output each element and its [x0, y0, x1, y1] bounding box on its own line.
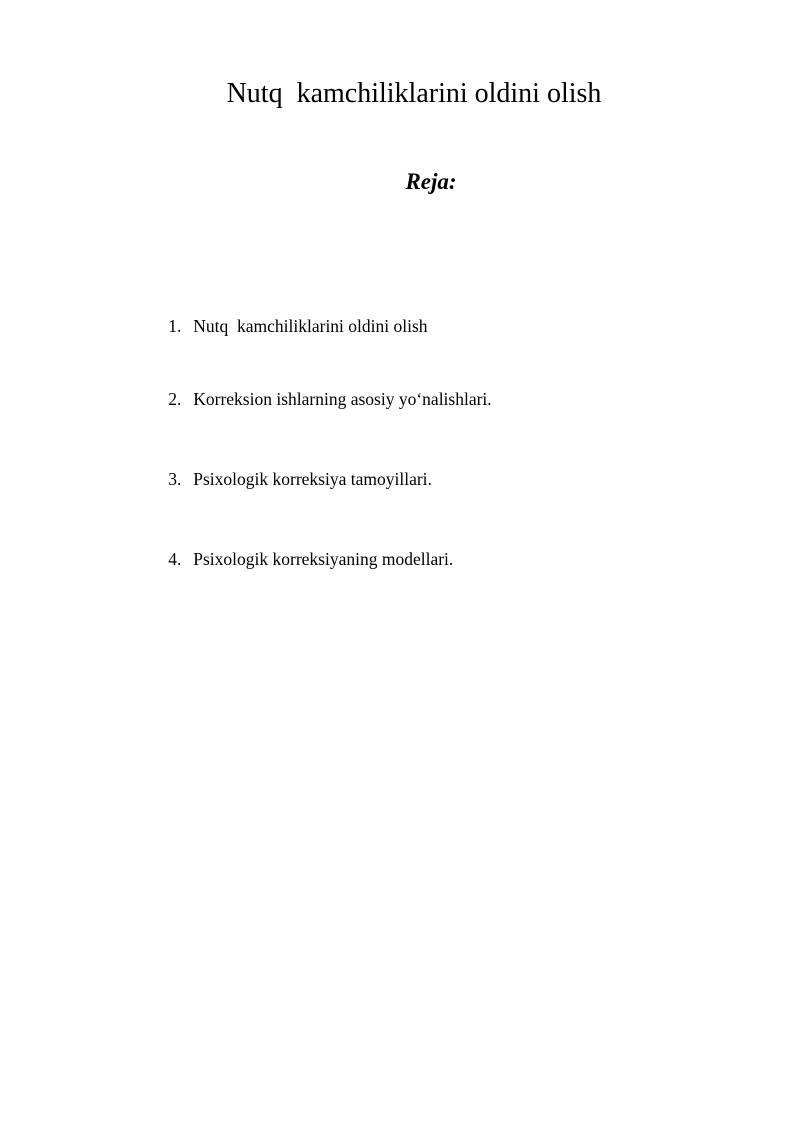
list-item-text: Nutq kamchiliklarini oldini olish [193, 316, 428, 336]
list-item [142, 290, 492, 362]
list-item-text: Korreksion ishlarning asosiy yo‘nalishlari. [193, 389, 492, 409]
list-item-number: 1. [168, 316, 182, 336]
list-item-number: 4. [168, 549, 182, 569]
list-item [142, 443, 492, 515]
list-item [142, 523, 492, 595]
list-item-text: Psixologik korreksiyaning modellari. [193, 549, 454, 569]
list-item-number: 2. [168, 389, 182, 409]
plan-list [142, 290, 492, 595]
list-item-number: 3. [168, 469, 182, 489]
plan-heading: Reja: [405, 169, 457, 194]
list-item [142, 363, 492, 435]
document-title: Nutq kamchiliklarini oldini olish [226, 78, 602, 109]
list-item-text: Psixologik korreksiya tamoyillari. [193, 469, 432, 489]
